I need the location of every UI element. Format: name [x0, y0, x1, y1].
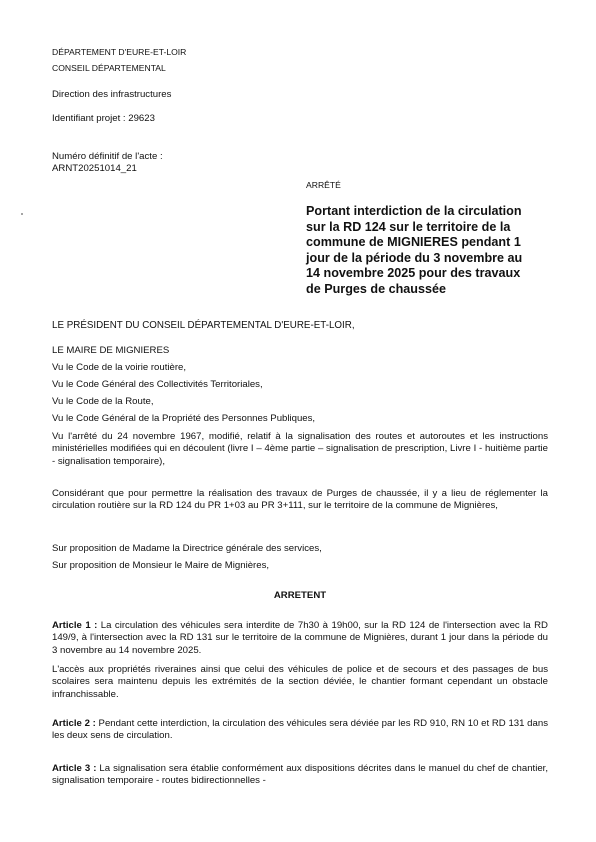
department-name: DÉPARTEMENT D'EURE-ET-LOIR	[52, 47, 187, 57]
president-line: LE PRÉSIDENT DU CONSEIL DÉPARTEMENTAL D'EURE-ET-LOIR,	[52, 320, 355, 331]
article-1-text: La circulation des véhicules sera interdite de 7h30 à 19h00, sur la RD 124 de l'intersection avec la RD 149/9, à l'intersection avec la RD 131 sur le territoire de la commune de Mignières, durant 1 jour dans la période du 3 novembre au 14 novembre 2025.	[52, 620, 548, 656]
article-3-label: Article 3 :	[52, 763, 97, 774]
vu-item: Vu le Code Général des Collectivités Territoriales,	[52, 379, 263, 390]
article-1-label: Article 1 :	[52, 620, 98, 631]
article-1	[52, 620, 548, 657]
article-3-text: La signalisation sera établie conformément aux dispositions décrites dans le manuel du chef de chantier, signalisation temporaire - routes bidirectionnelles -	[52, 763, 548, 787]
article-2-text: Pendant cette interdiction, la circulation des véhicules sera déviée par les RD 910, RN 10 et RD 131 dans les deux sens de circulation.	[52, 718, 548, 742]
article-2-label: Article 2 :	[52, 718, 96, 729]
vu-item: Vu le Code de la voirie routière,	[52, 362, 187, 373]
council-name: CONSEIL DÉPARTEMENTAL	[52, 63, 166, 73]
document-title: Portant interdiction de la circulation sur la RD 124 sur le territoire de la commune de MIGNIERES pendant 1 jour de la période du 3 novembre au 14 novembre 2025 pour des travaux de Purges de chaussée	[306, 204, 523, 296]
vu-item: Vu le Code de la Route,	[52, 396, 154, 407]
direction-name: Direction des infrastructures	[52, 89, 172, 100]
document-type: ARRÊTÉ	[306, 180, 341, 190]
vu-item: Vu le Code Général de la Propriété des Personnes Publiques,	[52, 413, 316, 424]
vu-arrete-paragraph: Vu l'arrêté du 24 novembre 1967, modifié, relatif à la signalisation des routes et autoroutes et les instructions ministérielles modifiées qui en découlent (livre I – 4ème partie – signalisation de prescription, Livre I - huitième partie - signalisation temporaire),	[52, 431, 548, 467]
scan-speck	[21, 213, 23, 215]
considerant-paragraph: Considérant que pour permettre la réalisation des travaux de Purges de chaussée, il y a lieu de réglementer la circulation routière sur la RD 124 du PR 1+03 au PR 3+111, sur le territoire de la commune de Mignières,	[52, 488, 548, 512]
mayor-line: LE MAIRE DE MIGNIERES	[52, 345, 170, 356]
proposition-line: Sur proposition de Monsieur le Maire de Mignières,	[52, 560, 270, 571]
article-2	[52, 718, 548, 743]
article-3	[52, 763, 548, 788]
act-number-label: Numéro définitif de l'acte :	[52, 151, 163, 162]
project-id: Identifiant projet : 29623	[52, 113, 155, 124]
proposition-line: Sur proposition de Madame la Directrice générale des services,	[52, 543, 322, 554]
arretent-heading: ARRETENT	[273, 590, 327, 601]
act-number: ARNT20251014_21	[52, 163, 137, 174]
article-1-access: L'accès aux propriétés riveraines ainsi que celui des véhicules de police et de secours et des passages de bus scolaires sera maintenu depuis les extrémités de la section déviée, le chantier formant cependant un obstacle infranchissable.	[52, 664, 548, 700]
